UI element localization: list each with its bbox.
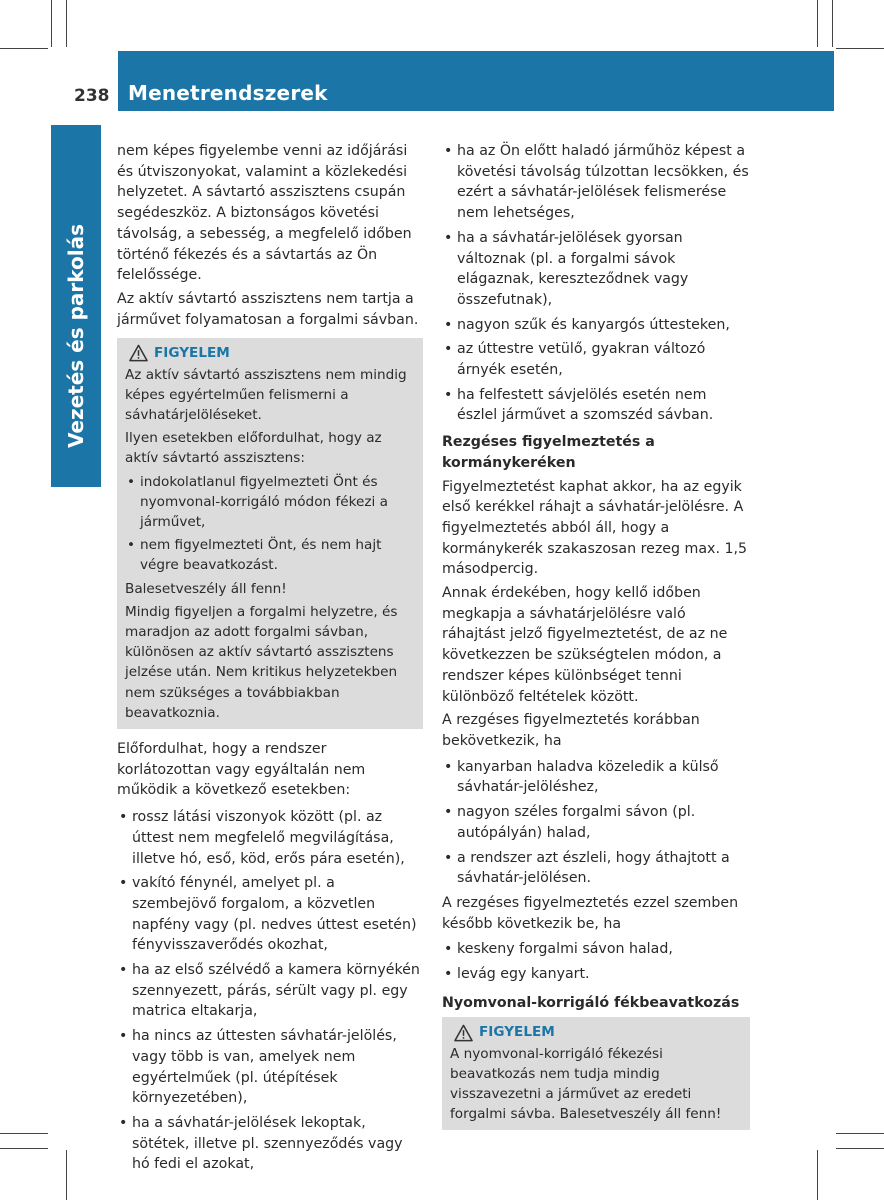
condition-list xyxy=(442,757,750,889)
crop-mark xyxy=(66,1150,67,1200)
list-item-text: kanyarban haladva közeledik a külső sávhatár-jelöléshez, xyxy=(457,758,719,796)
list-item xyxy=(442,848,750,889)
list-item-text: ha felfestett sávjelölés esetén nem észlel járművet a szomszéd sávban. xyxy=(457,386,714,424)
list-item-text: nagyon szűk és kanyargós úttesteken, xyxy=(457,316,730,333)
list-item-text: keskeny forgalmi sávon halad, xyxy=(457,941,673,958)
list-item-text: ha a sávhatár-jelölések lekoptak, sötétek, illetve pl. szennyeződés vagy hó fedi el azokat, xyxy=(132,1114,403,1173)
list-item xyxy=(442,228,750,311)
list-item-text: nem figyelmezteti Önt, és nem hajt végre beavatkozást. xyxy=(140,537,382,574)
list-item xyxy=(125,535,415,575)
paragraph: A rezgéses figyelmeztetés ezzel szemben később következik be, ha xyxy=(442,894,739,932)
crop-mark xyxy=(836,1148,884,1149)
list-item xyxy=(442,339,750,380)
bullet-icon: • xyxy=(119,962,128,979)
crop-mark xyxy=(51,0,52,47)
list-item xyxy=(125,472,415,533)
crop-mark xyxy=(836,48,884,49)
bullet-icon: • xyxy=(444,341,453,358)
list-item xyxy=(442,757,750,798)
warning-title: FIGYELEM xyxy=(479,1024,555,1041)
list-item-text: ha a sávhatár-jelölések gyorsan változnak (pl. a forgalmi sávok elágaznak, kereszteződnek vagy összefutnak), xyxy=(457,229,689,308)
warning-list xyxy=(125,472,415,576)
crop-mark xyxy=(836,1133,884,1134)
list-item-text: ha az első szélvédő a kamera környékén szennyezett, párás, sérült vagy pl. egy matrica eltakarja, xyxy=(132,962,420,1020)
warning-title: FIGYELEM xyxy=(154,345,230,362)
list-item-text: vakító fénynél, amelyet pl. a szembejövő forgalom, a közvetlen napfény vagy (pl. nedves úttest esetén) fényvisszaverődés okozhat, xyxy=(132,875,417,954)
page-title: Menetrendszerek xyxy=(128,81,328,105)
list-item xyxy=(117,807,423,869)
bullet-icon: • xyxy=(119,809,128,826)
list-item-text: ha nincs az úttesten sávhatár-jelölés, vagy több is van, amelyek nem egyértelműek (pl. útépítések környezetében), xyxy=(132,1028,397,1107)
warning-header xyxy=(450,1022,742,1042)
paragraph: Annak érdekében, hogy kellő időben megkapja a sávhatárjelölésre való ráhajtást jelző figyelmeztetést, de az ne következzen be szükségtelen módon, a rendszer képes különbséget tenni különböző feltételek között. xyxy=(442,585,728,705)
warning-text: Balesetveszély áll fenn! xyxy=(125,580,287,597)
crop-mark xyxy=(0,48,48,49)
list-item xyxy=(117,1113,423,1175)
list-item xyxy=(442,964,750,985)
left-column xyxy=(117,141,423,1179)
crop-mark xyxy=(832,0,833,47)
crop-mark xyxy=(0,1148,48,1149)
list-item-text: levág egy kanyart. xyxy=(457,966,590,983)
list-item xyxy=(117,873,423,956)
list-item-text: nagyon széles forgalmi sávon (pl. autópályán) halad, xyxy=(457,804,696,841)
list-item xyxy=(442,315,750,336)
bullet-icon: • xyxy=(444,758,453,775)
bullet-icon: • xyxy=(127,473,136,490)
condition-list xyxy=(442,939,750,984)
bullet-icon: • xyxy=(444,316,453,333)
list-item xyxy=(117,960,423,1022)
condition-list xyxy=(442,141,750,426)
bullet-icon: • xyxy=(444,849,453,866)
warning-header xyxy=(125,343,415,363)
list-item xyxy=(442,802,750,843)
list-item-text: az úttestre vetülő, gyakran változó árnyék esetén, xyxy=(457,341,706,379)
warning-text: A nyomvonal-korrigáló fékezési beavatkozás nem tudja mindig visszavezetni a járművet az eredeti forgalmi sávba. Balesetveszély áll fenn! xyxy=(450,1045,722,1123)
page-number: 238 xyxy=(74,86,110,106)
warning-text: Az aktív sávtartó asszisztens nem mindig képes egyértelműen felismerni a sávhatárjelöléseket. xyxy=(125,366,407,423)
paragraph: A rezgéses figyelmeztetés korábban bekövetkezik, ha xyxy=(442,712,700,749)
paragraph: Az aktív sávtartó asszisztens nem tartja a járművet folyamatosan a forgalmi sávban. xyxy=(117,290,419,328)
bullet-icon: • xyxy=(119,1114,128,1131)
bullet-icon: • xyxy=(119,1028,128,1045)
bullet-icon: • xyxy=(444,229,453,246)
bullet-icon: • xyxy=(444,941,453,958)
list-item-text: ha az Ön előtt haladó járműhöz képest a követési távolság túlzottan lecsökken, és ezért a sávhatár-jelölések felismerése nem lehetséges, xyxy=(457,143,749,222)
list-item xyxy=(117,1026,423,1109)
bullet-icon: • xyxy=(444,966,453,983)
bullet-icon: • xyxy=(119,875,128,892)
warning-box xyxy=(442,1017,750,1130)
paragraph: Előfordulhat, hogy a rendszer korlátozottan vagy egyáltalán nem működik a következő esetekben: xyxy=(117,740,366,799)
warning-triangle-icon xyxy=(129,344,148,362)
list-item xyxy=(442,385,750,426)
crop-mark xyxy=(817,0,818,47)
warning-text: Mindig figyeljen a forgalmi helyzetre, és maradjon az adott forgalmi sávban, különösen az aktív sávtartó asszisztens jelzése után. Nem kritikus helyzetekben nem szükséges a továbbiakban beavatkoznia. xyxy=(125,603,398,721)
list-item xyxy=(442,141,750,224)
section-heading: Rezgéses figyelmeztetés a kormánykeréken xyxy=(442,434,655,471)
warning-text: Ilyen esetekben előfordulhat, hogy az aktív sávtartó asszisztens: xyxy=(125,430,382,467)
crop-mark xyxy=(0,1133,48,1134)
section-heading: Nyomvonal-korrigáló fékbeavatkozás xyxy=(442,994,740,1011)
list-item xyxy=(442,939,750,960)
bullet-icon: • xyxy=(444,143,453,159)
list-item-text: a rendszer azt észleli, hogy áthajtott a sávhatár-jelölésen. xyxy=(457,849,730,887)
bullet-icon: • xyxy=(444,386,453,403)
paragraph: Figyelmeztetést kaphat akkor, ha az egyik első kerékkel ráhajt a sávhatár-jelölésre. A figyelmeztetés abból áll, hogy a kormánykerék szakaszosan rezeg max. 1,5 másodpercig. xyxy=(442,478,748,578)
side-tab-label: Vezetés és parkolás xyxy=(64,223,88,449)
warning-triangle-icon xyxy=(454,1024,473,1042)
bullet-icon: • xyxy=(127,537,136,554)
list-item-text: indokolatlanul figyelmezteti Önt és nyomvonal-korrigáló módon fékezi a járművet, xyxy=(140,473,388,530)
right-column xyxy=(442,141,750,1140)
warning-box xyxy=(117,338,423,729)
bullet-icon: • xyxy=(444,804,453,821)
list-item-text: rossz látási viszonyok között (pl. az úttest nem megfelelő megvilágítása, illetve hó, eső, köd, erős pára esetén), xyxy=(132,809,405,867)
paragraph: nem képes figyelembe venni az időjárási és útviszonyokat, valamint a közlekedési helyzetet. A sávtartó asszisztens csupán segédeszköz. A biztonságos követési távolság, a sebesség, a megfelelő időben történő fékezés és a sávtartás az Ön felelőssége. xyxy=(117,143,412,284)
condition-list xyxy=(117,807,423,1175)
crop-mark xyxy=(66,0,67,47)
crop-mark xyxy=(817,1150,818,1200)
